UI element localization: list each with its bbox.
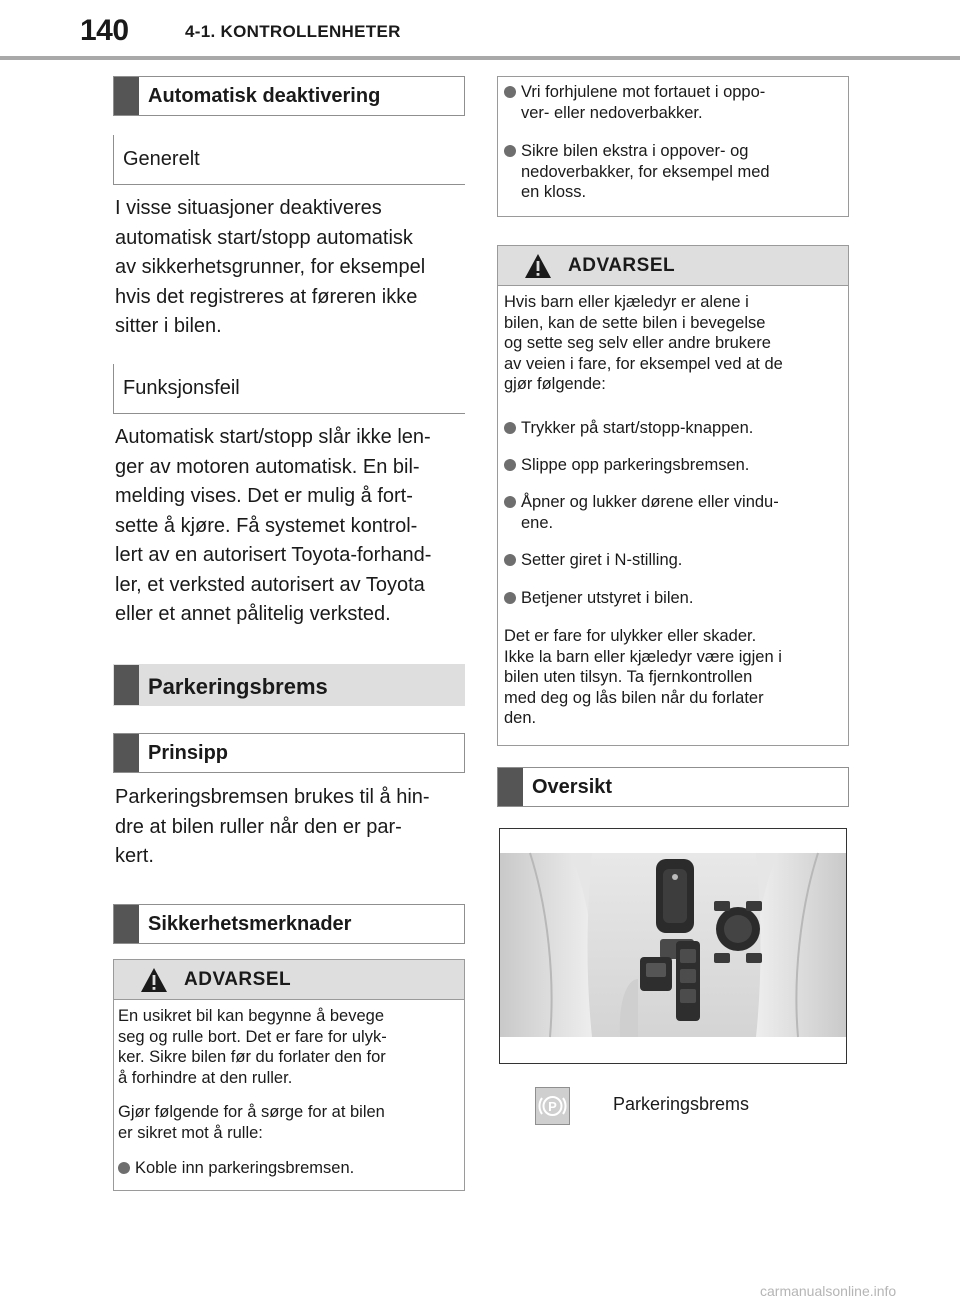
text-line: med deg og lås bilen når du forlater <box>504 688 764 707</box>
warning-header <box>498 246 848 286</box>
bullet-item <box>504 141 770 203</box>
text-line: Det er fare for ulykker eller skader. <box>504 627 757 645</box>
text-line: En usikret bil kan begynne å bevege <box>118 1007 385 1025</box>
text-line: dre at bilen ruller når den er par- <box>115 815 402 838</box>
warning-text <box>118 1006 387 1088</box>
warning-header <box>114 960 464 1000</box>
warning-text <box>118 1102 385 1143</box>
heading-text: Automatisk deaktivering <box>148 85 381 107</box>
bullet-item <box>504 82 765 123</box>
bullet-item <box>504 492 779 533</box>
bullet-dot <box>504 496 516 508</box>
center-console-image <box>499 828 847 1064</box>
text-line: Betjener utstyret i bilen. <box>521 589 694 607</box>
watermark: carmanualsonline.info <box>760 1283 897 1299</box>
text-line: automatisk start/stopp automatisk <box>115 226 413 249</box>
bullet-item <box>504 418 753 439</box>
bullet-item <box>504 455 749 476</box>
text-line: Åpner og lukker dørene eller vindu- <box>521 493 779 511</box>
center-console-illustration <box>500 829 847 1064</box>
page-number: 140 <box>80 14 129 47</box>
subheading-text: Funksjonsfeil <box>123 377 240 399</box>
heading-text: Prinsipp <box>148 742 229 764</box>
bullet-dot <box>118 1162 130 1174</box>
bullet-dot <box>504 422 516 434</box>
header-rule <box>0 56 960 60</box>
subheading-text: Generelt <box>123 148 200 170</box>
heading-sikkerhetsmerknader <box>113 904 465 944</box>
heading-bar <box>114 77 139 115</box>
warning-text <box>504 292 783 395</box>
bullet-dot <box>504 592 516 604</box>
text-line: nedoverbakker, for eksempel med <box>521 162 770 181</box>
warning-title: ADVARSEL <box>568 255 676 276</box>
bullet-dot <box>504 145 516 157</box>
text-line: Trykker på start/stopp-knappen. <box>521 419 754 437</box>
text-line: Parkeringsbremsen brukes til å hin- <box>115 786 430 808</box>
warning-box <box>113 959 465 1191</box>
heading-bar <box>114 734 139 772</box>
text-line: ver- eller nedoverbakker. <box>521 103 703 122</box>
text-line: Slippe opp parkeringsbremsen. <box>521 456 750 474</box>
warning-continuation-box <box>497 76 849 217</box>
text-line: bilen, kan de sette bilen i bevegelse <box>504 313 766 332</box>
text-line: en kloss. <box>521 183 587 201</box>
warning-triangle-icon <box>140 967 168 993</box>
warning-text <box>504 626 782 729</box>
text-line: seg og rulle bort. Det er fare for ulyk- <box>118 1027 387 1046</box>
heading-bar <box>114 665 139 705</box>
heading-automatisk-deaktivering <box>113 76 465 116</box>
text-line: og sette seg selv eller andre brukere <box>504 334 771 352</box>
bullet-item <box>504 550 682 571</box>
text-line: Ikke la barn eller kjæledyr være igjen i <box>504 647 782 666</box>
bullet-dot <box>504 554 516 566</box>
parking-brake-glyph <box>536 1088 569 1124</box>
bullet-dot <box>504 86 516 98</box>
text-line: melding vises. Det er mulig å fort- <box>115 485 413 507</box>
text-line: Hvis barn eller kjæledyr er alene i <box>504 293 749 311</box>
text-line: er sikret mot å rulle: <box>118 1123 263 1142</box>
warning-title: ADVARSEL <box>184 969 292 990</box>
text-line: Vri forhjulene mot fortauet i oppo- <box>521 83 766 101</box>
text-line: Sikre bilen ekstra i oppover- og <box>521 142 749 160</box>
legend-label: Parkeringsbrems <box>613 1094 750 1114</box>
bullet-item <box>504 588 693 609</box>
malfunction-paragraph <box>115 423 467 630</box>
text-line: kert. <box>115 845 154 867</box>
text-line: sette å kjøre. Få systemet kontrol- <box>115 514 418 537</box>
bullet-item <box>118 1158 354 1179</box>
text-line: Gjør følgende for å sørge for at bilen <box>118 1103 385 1121</box>
heading-bar <box>114 905 139 943</box>
heading-bar <box>498 768 523 806</box>
text-line: hvis det registreres at føreren ikke <box>115 285 418 308</box>
principle-paragraph <box>115 783 465 872</box>
text-line: Setter giret i N-stilling. <box>521 551 683 569</box>
parking-brake-icon <box>535 1087 570 1125</box>
text-line: ger av motoren automatisk. En bil- <box>115 455 420 478</box>
text-line: Automatisk start/stopp slår ikke len- <box>115 426 431 448</box>
text-line: I visse situasjoner deaktiveres <box>115 197 382 219</box>
text-line: Koble inn parkeringsbremsen. <box>135 1159 355 1177</box>
section-title: 4-1. KONTROLLENHETER <box>185 22 401 41</box>
heading-prinsipp <box>113 733 465 773</box>
subheading-generelt <box>113 135 465 185</box>
heading-parkeringsbrems <box>113 664 465 706</box>
text-line: å forhindre at den ruller. <box>118 1068 293 1087</box>
text-line: den. <box>504 709 537 727</box>
heading-text: Sikkerhetsmerknader <box>148 913 352 935</box>
svg-text:P: P <box>548 1099 557 1114</box>
subheading-funksjonsfeil <box>113 364 465 414</box>
text-line: gjør følgende: <box>504 375 606 393</box>
text-line: ker. Sikre bilen før du forlater den for <box>118 1048 386 1066</box>
text-line: lert av en autorisert Toyota-forhand- <box>115 544 432 566</box>
text-line: av sikkerhetsgrunner, for eksempel <box>115 256 426 278</box>
text-line: sitter i bilen. <box>115 315 222 337</box>
heading-text: Parkeringsbrems <box>148 674 328 699</box>
text-line: ene. <box>521 513 554 532</box>
page-header <box>0 0 960 62</box>
warning-box <box>497 245 849 746</box>
bullet-dot <box>504 459 516 471</box>
text-line: av veien i fare, for eksempel ved at de <box>504 354 783 373</box>
heading-text: Oversikt <box>532 776 613 798</box>
text-line: eller et annet pålitelig verksted. <box>115 603 391 625</box>
warning-triangle-icon <box>524 253 552 279</box>
heading-oversikt <box>497 767 849 807</box>
general-paragraph <box>115 194 465 342</box>
text-line: ler, et verksted autorisert av Toyota <box>115 573 425 596</box>
text-line: bilen uten tilsyn. Ta fjernkontrollen <box>504 668 753 686</box>
